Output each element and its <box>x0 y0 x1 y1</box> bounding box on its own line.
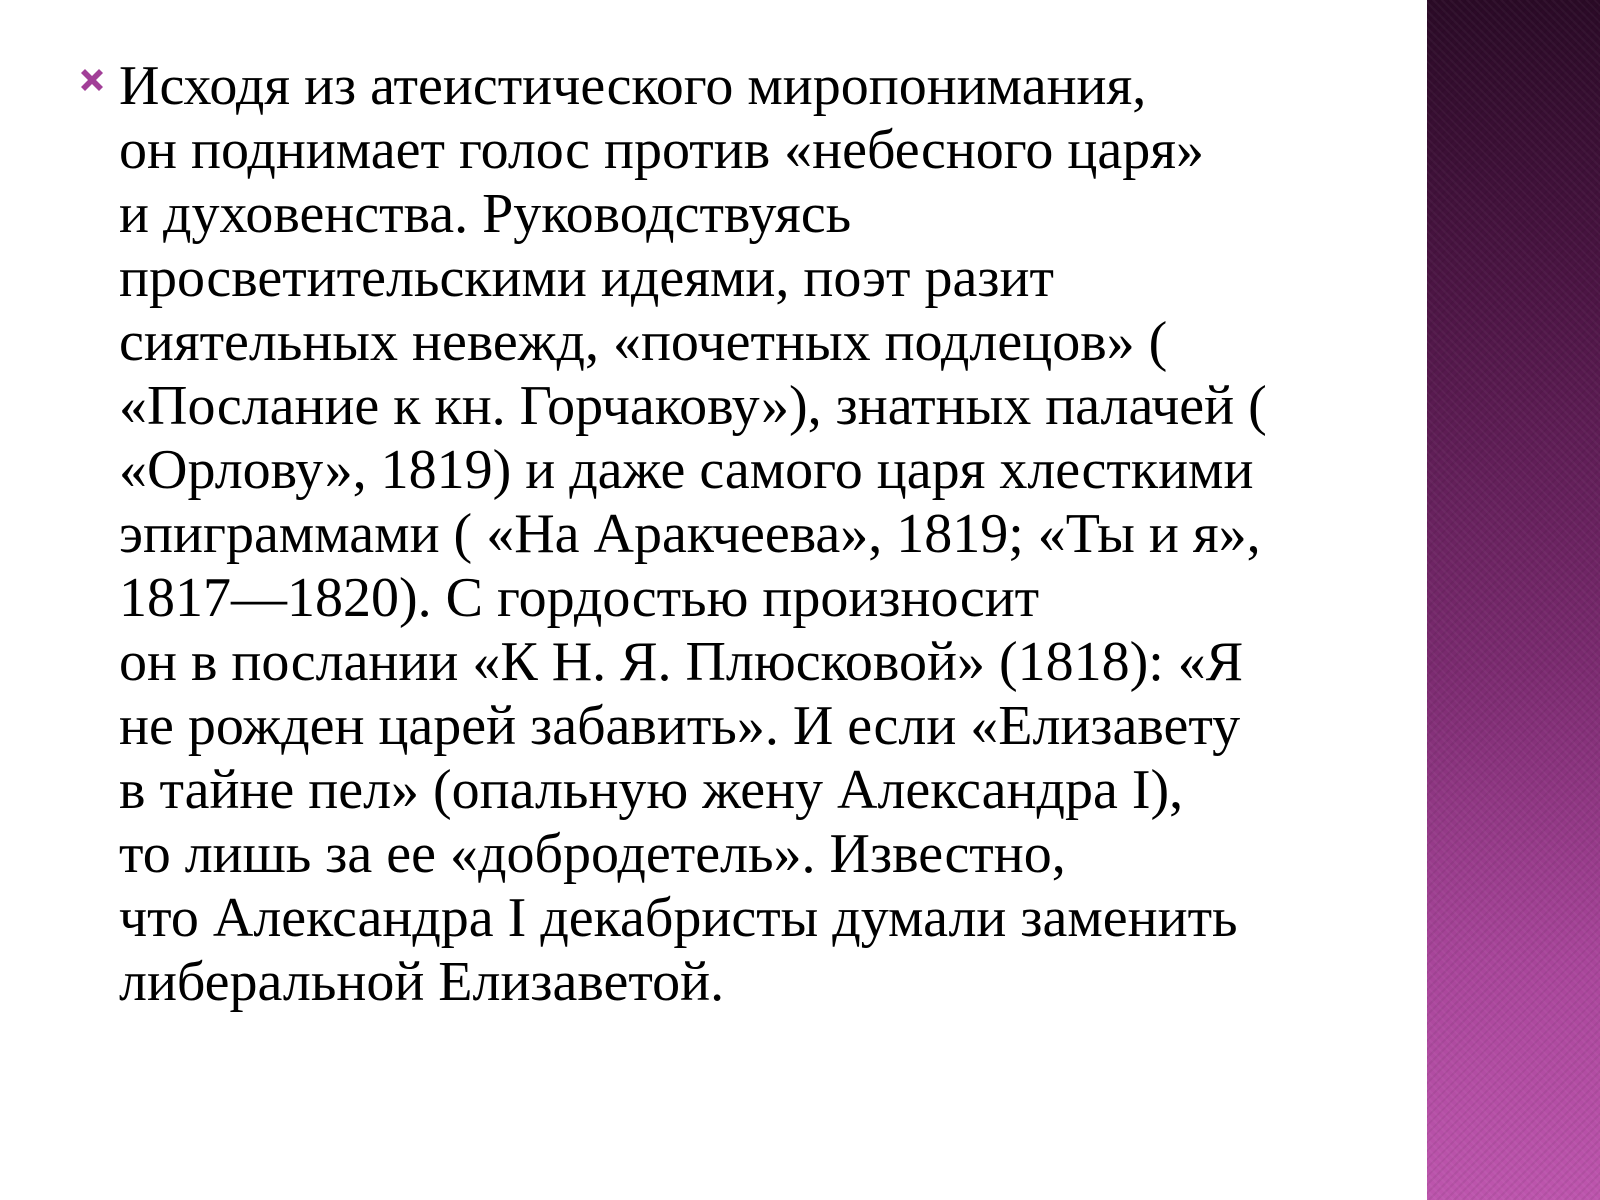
text-line: в тайне пел» (опальную жену Александра I), <box>119 759 1184 821</box>
text-line: что Александра I декабристы думали заменить <box>119 887 1238 949</box>
text-line: 1817—1820). С гордостью произносит <box>119 567 1040 629</box>
text-line: «Орлову», 1819) и даже самого царя хлесткими <box>119 439 1254 501</box>
text-line: либеральной Елизаветой. <box>119 951 725 1013</box>
text-line: эпиграммами ( «На Аракчеева», 1819; «Ты и я», <box>119 503 1261 565</box>
text-line: не рожден царей забавить». И если «Елизавету <box>119 695 1241 757</box>
text-line: Исходя из атеистического миропонимания, <box>119 55 1147 117</box>
text-line: то лишь за ее «добродетель». Известно, <box>119 823 1066 885</box>
bullet-paragraph <box>119 54 1494 1014</box>
text-line: он в послании «К Н. Я. Плюсковой» (1818): «Я <box>119 631 1244 693</box>
text-line: сиятельных невежд, «почетных подлецов» ( <box>119 311 1168 373</box>
cross-bullet-icon <box>74 62 110 98</box>
bullet-item <box>74 54 1494 1014</box>
text-line: и духовенства. Руководствуясь <box>119 183 852 245</box>
text-line: «Послание к кн. Горчакову»), знатных палачей ( <box>119 375 1267 437</box>
slide-content <box>74 54 1494 1014</box>
text-line: он поднимает голос против «небесного царя» <box>119 119 1204 181</box>
text-line: просветительскими идеями, поэт разит <box>119 247 1054 309</box>
